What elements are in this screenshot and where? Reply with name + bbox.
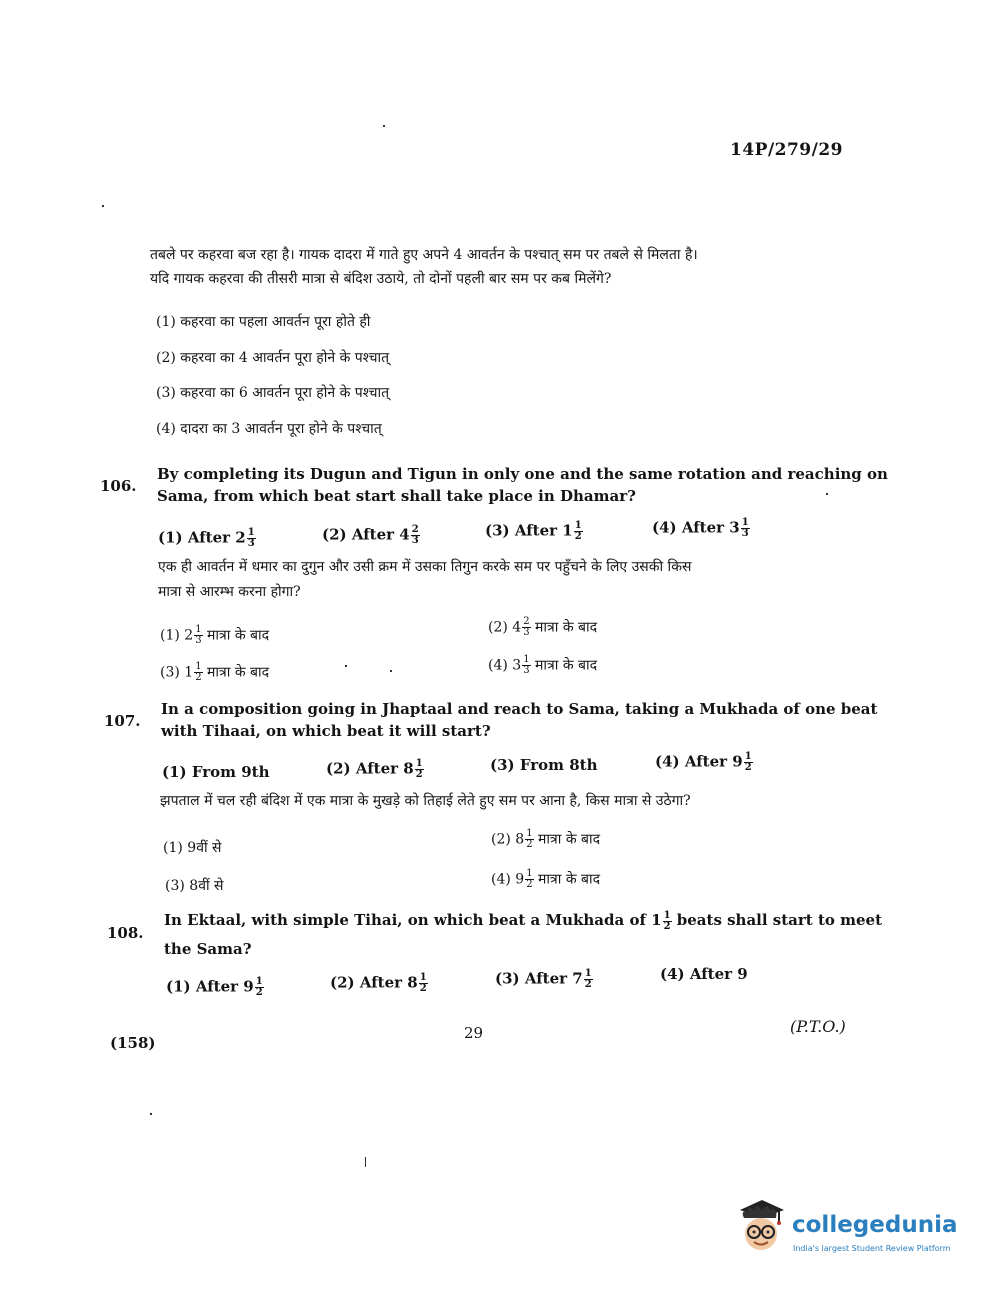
q107-hindi-option-2[interactable]: (2) 8 $\frac{1}{2}$ मात्रा के बाद [491,828,601,850]
collegedunia-mascot-icon [732,1196,790,1258]
scan-dot [345,665,347,667]
q105-option-3[interactable]: (3) कहरवा का 6 आवर्तन पूरा होने के पश्चात् [156,385,390,401]
q106-hindi-line1: एक ही आवर्तन में धमार का दुगुन और उसी क्रम में उसका तिगुन करके सम पर पहुँचने के लिए उसकी किस [158,559,692,575]
q106-option-1[interactable]: (1) After 2 $\frac{1}{3}$ [158,527,255,549]
scan-dot [390,670,392,672]
q107-text-line1: In a composition going in Jhaptaal and reach to Sama, taking a Mukhada of one beat [161,700,878,718]
q106-option-4[interactable]: (4) After 3 $\frac{1}{3}$ [652,517,749,539]
footer-code: (158) [110,1034,156,1052]
q107-hindi-option-1[interactable]: (1) 9वीं से [163,840,222,856]
q107-text-line2: with Tihaai, on which beat it will start? [161,722,491,740]
q106-option-2[interactable]: (2) After 4 $\frac{2}{3}$ [322,524,419,546]
q105-option-1[interactable]: (1) कहरवा का पहला आवर्तन पूरा होते ही [156,314,371,330]
q108-option-3[interactable]: (3) After 7 $\frac{1}{2}$ [495,968,592,990]
q108-option-4[interactable]: (4) After 9 [660,965,748,983]
q108-number: 108. [107,924,144,942]
q106-option-3[interactable]: (3) After 1 $\frac{1}{2}$ [485,520,582,542]
watermark-brand: collegedunia [792,1212,958,1238]
q106-hindi-option-4[interactable]: (4) 3 $\frac{1}{3}$ मात्रा के बाद [488,654,598,676]
q105-option-2[interactable]: (2) कहरवा का 4 आवर्तन पूरा होने के पश्चात् [156,350,390,366]
q106-number: 106. [100,477,137,495]
q106-hindi-line2: मात्रा से आरम्भ करना होगा? [158,584,301,600]
q107-hindi-option-3[interactable]: (3) 8वीं से [165,878,224,894]
q106-hindi-option-3[interactable]: (3) 1 $\frac{1}{2}$ मात्रा के बाद [160,661,270,683]
watermark-tagline: India's largest Student Review Platform [793,1244,951,1253]
paper-code: 14P/279/29 [730,140,844,160]
q107-hindi-line1: झपताल में चल रही बंदिश में एक मात्रा के मुखड़े को तिहाई लेते हुए सम पर आना है, किस मात्रा से उठेगा? [160,793,691,809]
q108-option-2[interactable]: (2) After 8 $\frac{1}{2}$ [330,972,427,994]
q106-text-line2: Sama, from which beat start shall take place in Dhamar? [157,487,636,505]
scan-dot [826,493,828,495]
q108-text-line2: the Sama? [164,940,252,958]
q107-option-1[interactable]: (1) From 9th [162,763,270,781]
q107-option-4[interactable]: (4) After 9 $\frac{1}{2}$ [655,751,752,773]
q105-hindi-line1: तबले पर कहरवा बज रहा है। गायक दादरा में गाते हुए अपने 4 आवर्तन के पश्चात् सम पर तबले से मिलता है। [150,247,698,263]
scan-dot [102,205,104,207]
page-number: 29 [464,1024,484,1042]
q108-option-1[interactable]: (1) After 9 $\frac{1}{2}$ [166,976,263,998]
scan-dot [383,125,385,127]
q106-text-line1: By completing its Dugun and Tigun in only one and the same rotation and reaching on [157,465,888,483]
q105-option-4[interactable]: (4) दादरा का 3 आवर्तन पूरा होने के पश्चात् [156,421,382,437]
q106-hindi-option-1[interactable]: (1) 2 $\frac{1}{3}$ मात्रा के बाद [160,624,270,646]
q106-hindi-option-2[interactable]: (2) 4 $\frac{2}{3}$ मात्रा के बाद [488,616,598,638]
q107-option-2[interactable]: (2) After 8 $\frac{1}{2}$ [326,758,423,780]
pto-label: (P.T.O.) [790,1017,846,1036]
q107-option-3[interactable]: (3) From 8th [490,756,598,774]
scan-mark [365,1157,366,1167]
q107-hindi-option-4[interactable]: (4) 9 $\frac{1}{2}$ मात्रा के बाद [491,868,601,890]
q107-number: 107. [104,712,141,730]
q108-text-line1: In Ektaal, with simple Tihai, on which beat a Mukhada of 1 $\frac{1}{2}$ beats shall start to meet [164,909,882,932]
q105-hindi-line2: यदि गायक कहरवा की तीसरी मात्रा से बंदिश उठाये, तो दोनों पहली बार सम पर कब मिलेंगे? [150,271,612,287]
scan-dot [150,1113,152,1115]
